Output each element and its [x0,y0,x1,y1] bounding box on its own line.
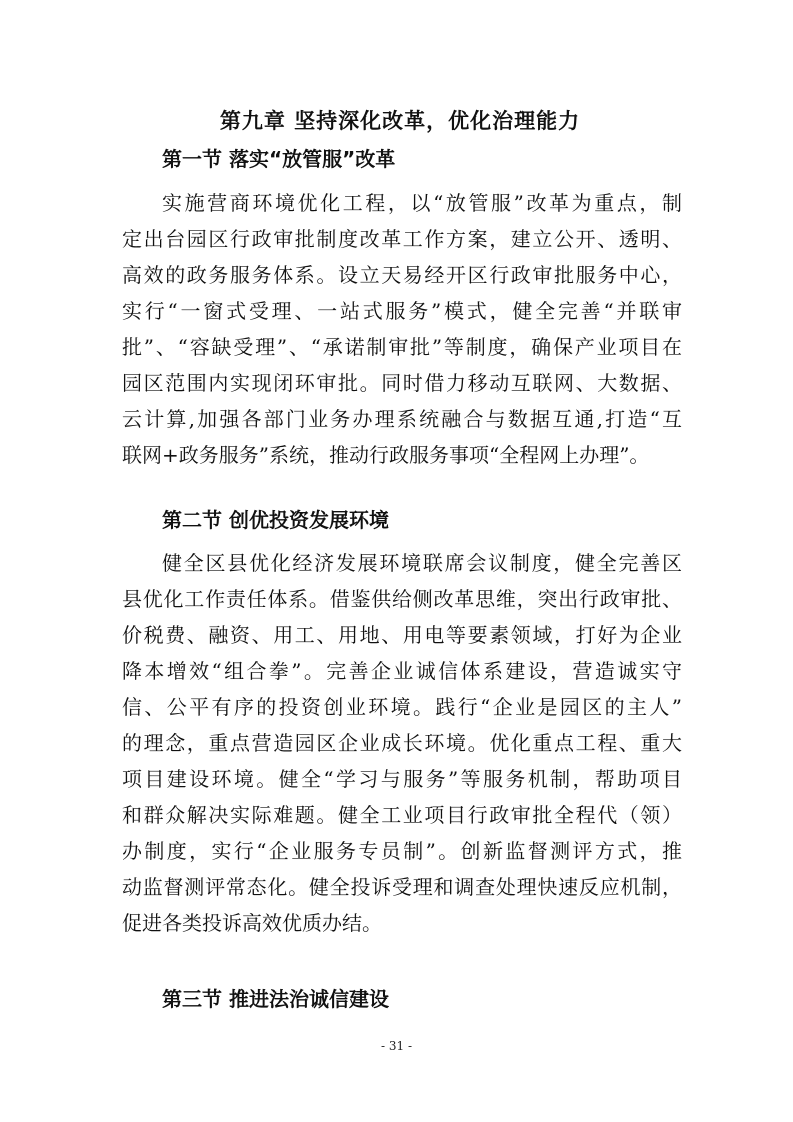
paragraph-line: 促进各类投诉高效优质办结。 [122,911,382,935]
paragraph-line: 高效的政务服务体系。设立天易经开区行政审批服务中心， [122,263,682,287]
paragraph-line: 园区范围内实现闭环审批。同时借力移动互联网、大数据、 [122,371,682,395]
paragraph-line: 县优化工作责任体系。借鉴供给侧改革思维，突出行政审批、 [122,587,682,611]
section-heading-3: 第三节 推进法治诚信建设 [162,987,389,1011]
paragraph-line: 办制度，实行“企业服务专员制”。创新监督测评方式，推 [122,839,682,863]
paragraph-line: 健全区县优化经济发展环境联席会议制度，健全完善区 [162,551,682,575]
paragraph-line: 信、公平有序的投资创业环境。践行“企业是园区的主人” [122,695,682,719]
section-heading-2: 第二节 创优投资发展环境 [162,508,389,532]
paragraph-line: 价税费、融资、用工、用地、用电等要素领域，打好为企业 [122,623,682,647]
paragraph-line: 降本增效“组合拳”。完善企业诚信体系建设，营造诚实守 [122,659,682,683]
paragraph-line: 批”、“容缺受理”、“承诺制审批”等制度，确保产业项目在 [122,335,682,359]
paragraph-line: 实施营商环境优化工程，以“放管服”改革为重点，制 [162,191,682,215]
paragraph-line: 的理念，重点营造园区企业成长环境。优化重点工程、重大 [122,731,682,755]
section-1-paragraph [122,185,682,473]
paragraph-line: 联网+政务服务”系统，推动行政服务事项“全程网上办理”。 [122,443,650,467]
section-2-paragraph [122,545,682,941]
paragraph-line: 定出台园区行政审批制度改革工作方案，建立公开、透明、 [122,227,682,251]
paragraph-line: 动监督测评常态化。健全投诉受理和调查处理快速反应机制， [122,875,682,899]
page-number: - 31 - [380,1039,412,1053]
paragraph-line: 和群众解决实际难题。健全工业项目行政审批全程代（领） [122,803,682,827]
paragraph-line: 实行“一窗式受理、一站式服务”模式，健全完善“并联审 [122,299,682,323]
paragraph-line: 云计算,加强各部门业务办理系统融合与数据互通,打造“互 [122,407,682,431]
chapter-title: 第九章 坚持深化改革，优化治理能力 [219,109,581,133]
section-heading-1: 第一节 落实“放管服”改革 [162,147,396,171]
paragraph-line: 项目建设环境。健全“学习与服务”等服务机制，帮助项目 [122,767,682,791]
